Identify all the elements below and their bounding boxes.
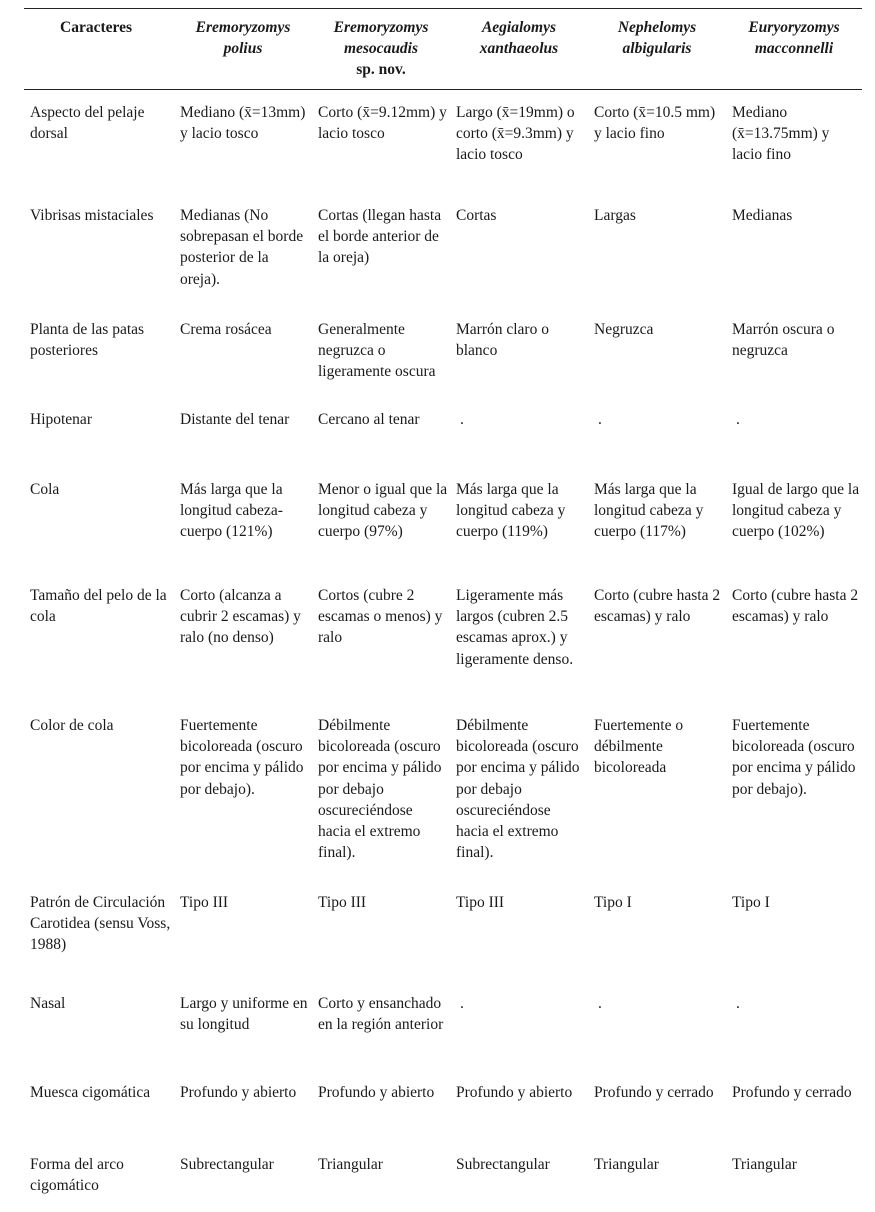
table-cell: Largo y uniforme en su longitud <box>180 995 308 1034</box>
row-label: Muesca cigomática <box>30 1084 151 1101</box>
table-cell: Profundo y cerrado <box>594 1084 714 1101</box>
row-label: Patrón de Circulación Carotidea (sensu Voss, 1988) <box>30 894 171 954</box>
table-cell: Triangular <box>732 1156 797 1173</box>
table-cell: Tipo III <box>318 894 367 911</box>
table-cell: . <box>598 995 602 1012</box>
table-cell: . <box>736 995 740 1012</box>
table-cell: Corto (x̄=10.5 mm) y lacio fino <box>594 104 716 143</box>
table-cell: Ligeramente más largos (cubren 2.5 escamas aprox.) y ligeramente denso. <box>456 587 574 668</box>
table-cell: Triangular <box>318 1156 383 1173</box>
table-cell: Distante del tenar <box>180 411 290 428</box>
table-row <box>24 319 862 409</box>
table-row <box>24 89 862 205</box>
table-cell: Profundo y abierto <box>318 1084 435 1101</box>
table-cell: Corto (cubre hasta 2 escamas) y ralo <box>594 587 721 626</box>
table-cell: Profundo y abierto <box>456 1084 573 1101</box>
species-epithet: mesocaudis <box>343 40 419 58</box>
table-cell: Más larga que la longitud cabeza-cuerpo (121%) <box>180 481 283 541</box>
table-cell: . <box>460 411 464 428</box>
species-epithet: xanthaeolus <box>479 40 559 58</box>
table-row <box>24 409 862 479</box>
table-cell: Tipo III <box>456 894 505 911</box>
table-cell: Marrón oscura o negruzca <box>732 321 835 360</box>
table-row <box>24 479 862 585</box>
table-cell: Tipo I <box>594 894 632 911</box>
species-epithet: albigularis <box>622 40 692 58</box>
species-genus: Eremoryzomys <box>195 19 291 36</box>
table-cell: Subrectangular <box>180 1156 274 1173</box>
table-cell: Fuertemente bicoloreada (oscuro por encima y pálido por debajo). <box>180 717 304 798</box>
table-row <box>24 585 862 715</box>
table-cell: Cercano al tenar <box>318 411 420 428</box>
table-cell: Tipo I <box>732 894 770 911</box>
row-label: Planta de las patas posteriores <box>30 321 145 360</box>
species-note: sp. nov. <box>356 61 406 79</box>
table-cell: Crema rosácea <box>180 321 272 338</box>
table-cell: Corto (cubre hasta 2 escamas) y ralo <box>732 587 859 626</box>
header-species-5 <box>726 8 862 89</box>
row-label: Aspecto del pelaje dorsal <box>30 104 145 143</box>
header-species-2 <box>312 8 450 89</box>
table-cell: Fuertemente bicoloreada (oscuro por encima y pálido por debajo). <box>732 717 856 798</box>
species-epithet: polius <box>223 40 263 58</box>
table-cell: Más larga que la longitud cabeza y cuerpo (117%) <box>594 481 704 541</box>
table-row <box>24 205 862 319</box>
table-row <box>24 1082 862 1154</box>
species-genus: Aegialomys <box>481 19 557 36</box>
table-cell: Corto y ensanchado en la región anterior <box>318 995 444 1034</box>
table-header-row <box>24 8 862 89</box>
table-cell: Largo (x̄=19mm) o corto (x̄=9.3mm) y lacio tosco <box>456 104 575 164</box>
table-cell: Cortas (llegan hasta el borde anterior de la oreja) <box>318 207 442 267</box>
table-cell: Corto (x̄=9.12mm) y lacio tosco <box>318 104 447 143</box>
table-row <box>24 993 862 1082</box>
species-genus: Eremoryzomys <box>333 19 429 36</box>
table-cell: Cortos (cubre 2 escamas o menos) y ralo <box>318 587 443 647</box>
table-cell: . <box>736 411 740 428</box>
table-cell: Marrón claro o blanco <box>456 321 549 360</box>
row-label: Cola <box>30 481 60 498</box>
species-epithet: macconnelli <box>754 40 834 58</box>
table-cell: Largas <box>594 207 636 224</box>
row-label: Forma del arco cigomático <box>30 1156 124 1195</box>
header-species-1 <box>174 8 312 89</box>
species-comparison-table <box>24 8 862 1204</box>
header-species-3 <box>450 8 588 89</box>
table-cell: Débilmente bicoloreada (oscuro por encima y pálido por debajo oscureciéndose hacia el extremo final). <box>456 717 580 862</box>
row-label: Vibrisas mistaciales <box>30 207 154 224</box>
row-label: Tamaño del pelo de la cola <box>30 587 167 626</box>
table-cell: Profundo y abierto <box>180 1084 297 1101</box>
table-row <box>24 1154 862 1204</box>
table-cell: Medianas (No sobrepasan el borde posterior de la oreja). <box>180 207 304 288</box>
table-cell: Medianas <box>732 207 793 224</box>
table-row <box>24 892 862 993</box>
row-label: Color de cola <box>30 717 114 734</box>
table-cell: Subrectangular <box>456 1156 550 1173</box>
table-row <box>24 715 862 892</box>
table-cell: Generalmente negruzca o ligeramente oscura <box>318 321 436 381</box>
row-label: Hipotenar <box>30 411 92 428</box>
table-cell: Corto (alcanza a cubrir 2 escamas) y ralo (no denso) <box>180 587 301 647</box>
table-cell: Más larga que la longitud cabeza y cuerpo (119%) <box>456 481 566 541</box>
table-cell: Menor o igual que la longitud cabeza y cuerpo (97%) <box>318 481 448 541</box>
table-cell: Tipo III <box>180 894 229 911</box>
row-label: Nasal <box>30 995 66 1012</box>
table-cell: Negruzca <box>594 321 654 338</box>
table-cell: Triangular <box>594 1156 659 1173</box>
species-genus: Euryoryzomys <box>748 19 840 36</box>
table-cell: Cortas <box>456 207 497 224</box>
table-cell: Débilmente bicoloreada (oscuro por encima y pálido por debajo oscureciéndose hacia el extremo final). <box>318 717 442 862</box>
table-cell: . <box>598 411 602 428</box>
header-caracteres: Caracteres <box>60 19 133 36</box>
header-species-4 <box>588 8 726 89</box>
table-cell: Igual de largo que la longitud cabeza y cuerpo (102%) <box>732 481 860 541</box>
table-cell: Profundo y cerrado <box>732 1084 852 1101</box>
table-cell: Mediano (x̄=13.75mm) y lacio fino <box>732 104 830 164</box>
species-genus: Nephelomys <box>617 19 697 36</box>
table-cell: . <box>460 995 464 1012</box>
table-cell: Fuertemente o débilmente bicoloreada <box>594 717 684 777</box>
table-cell: Mediano (x̄=13mm) y lacio tosco <box>180 104 306 143</box>
